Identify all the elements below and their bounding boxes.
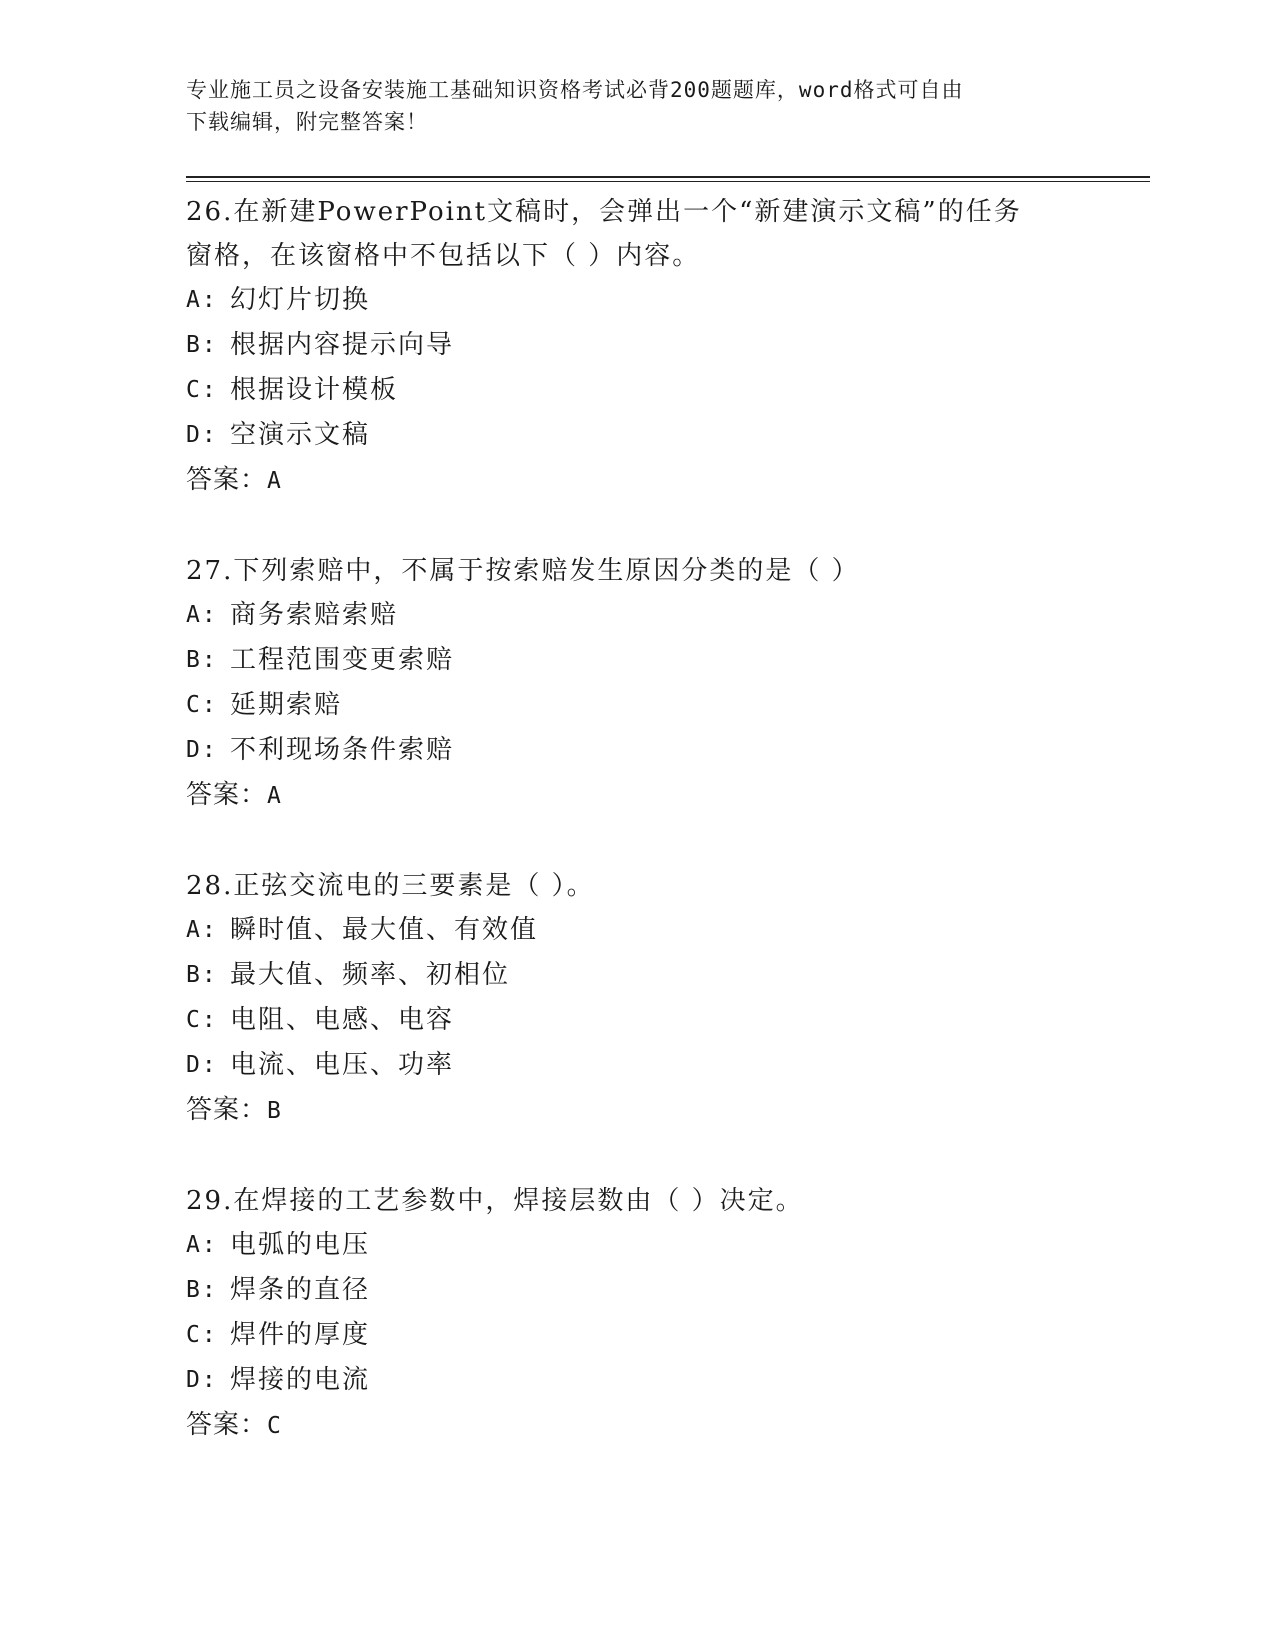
option-text: 最大值、频率、初相位 (230, 960, 511, 990)
answer-label: 答案： (186, 465, 268, 495)
option-d (186, 728, 1086, 773)
question-29 (186, 1179, 1086, 1449)
option-letter: A: (186, 602, 218, 628)
question-text-line-1: 正弦交流电的三要素是（ ）。 (233, 871, 595, 901)
option-text: 幻灯片切换 (230, 285, 371, 315)
option-text: 空演示文稿 (230, 420, 371, 450)
option-a (186, 1223, 1086, 1268)
option-letter: D: (186, 737, 218, 763)
option-letter: C: (186, 1007, 218, 1033)
question-text (186, 549, 1086, 593)
option-a (186, 908, 1086, 953)
answer (186, 773, 1086, 819)
option-letter: A: (186, 1232, 218, 1258)
option-b (186, 953, 1086, 998)
question-28 (186, 864, 1086, 1134)
answer-label: 答案： (186, 1410, 268, 1440)
option-letter: A: (186, 917, 218, 943)
header-divider-thin (186, 181, 1150, 182)
answer (186, 458, 1086, 504)
option-letter: C: (186, 692, 218, 718)
answer (186, 1088, 1086, 1134)
option-text: 不利现场条件索赔 (230, 735, 455, 765)
answer (186, 1403, 1086, 1449)
header-divider-thick (186, 176, 1150, 178)
question-text (186, 1179, 1086, 1223)
document-header (186, 74, 1066, 138)
option-b (186, 323, 1086, 368)
option-letter: B: (186, 1277, 218, 1303)
question-number: 26. (186, 197, 234, 227)
question-list (186, 190, 1086, 1494)
question-text (186, 190, 1086, 234)
question-26 (186, 190, 1086, 504)
option-text: 焊接的电流 (230, 1365, 371, 1395)
option-d (186, 1358, 1086, 1403)
option-letter: A: (186, 287, 218, 313)
answer-value: A (267, 468, 282, 494)
question-text-line-1: 在新建PowerPoint文稿时，会弹出一个“新建演示文稿”的任务 (233, 197, 1022, 227)
option-letter: C: (186, 1322, 218, 1348)
option-text: 商务索赔索赔 (230, 600, 399, 630)
option-text: 延期索赔 (230, 690, 343, 720)
option-text: 焊条的直径 (230, 1275, 371, 1305)
option-c (186, 683, 1086, 728)
answer-label: 答案： (186, 1095, 268, 1125)
option-d (186, 413, 1086, 458)
option-d (186, 1043, 1086, 1088)
answer-value: C (267, 1413, 282, 1439)
option-text: 瞬时值、最大值、有效值 (230, 915, 539, 945)
option-text: 电流、电压、功率 (230, 1050, 455, 1080)
question-text-line-2: 窗格，在该窗格中不包括以下（ ）内容。 (186, 241, 701, 271)
option-letter: C: (186, 377, 218, 403)
option-text: 工程范围变更索赔 (230, 645, 455, 675)
option-c (186, 998, 1086, 1043)
option-text: 根据设计模板 (230, 375, 399, 405)
option-text: 根据内容提示向导 (230, 330, 455, 360)
option-c (186, 368, 1086, 413)
option-letter: D: (186, 1367, 218, 1393)
option-letter: D: (186, 422, 218, 448)
option-c (186, 1313, 1086, 1358)
option-a (186, 593, 1086, 638)
option-text: 电弧的电压 (230, 1230, 371, 1260)
option-text: 焊件的厚度 (230, 1320, 371, 1350)
option-a (186, 278, 1086, 323)
question-text (186, 864, 1086, 908)
option-letter: B: (186, 332, 218, 358)
option-text: 电阻、电感、电容 (230, 1005, 455, 1035)
option-letter: D: (186, 1052, 218, 1078)
header-line-1: 专业施工员之设备安装施工基础知识资格考试必背200题题库，word格式可自由 (186, 78, 964, 102)
answer-value: A (267, 783, 282, 809)
question-text-line-1: 下列索赔中，不属于按索赔发生原因分类的是（ ） (233, 556, 860, 586)
question-number: 28. (186, 871, 234, 901)
option-b (186, 1268, 1086, 1313)
option-letter: B: (186, 962, 218, 988)
question-number: 27. (186, 556, 234, 586)
answer-label: 答案： (186, 780, 268, 810)
option-letter: B: (186, 647, 218, 673)
header-line-2: 下载编辑，附完整答案！ (186, 110, 428, 134)
question-27 (186, 549, 1086, 819)
answer-value: B (267, 1098, 282, 1124)
option-b (186, 638, 1086, 683)
question-text-line-1: 在焊接的工艺参数中，焊接层数由（ ）决定。 (233, 1186, 804, 1216)
question-number: 29. (186, 1186, 234, 1216)
